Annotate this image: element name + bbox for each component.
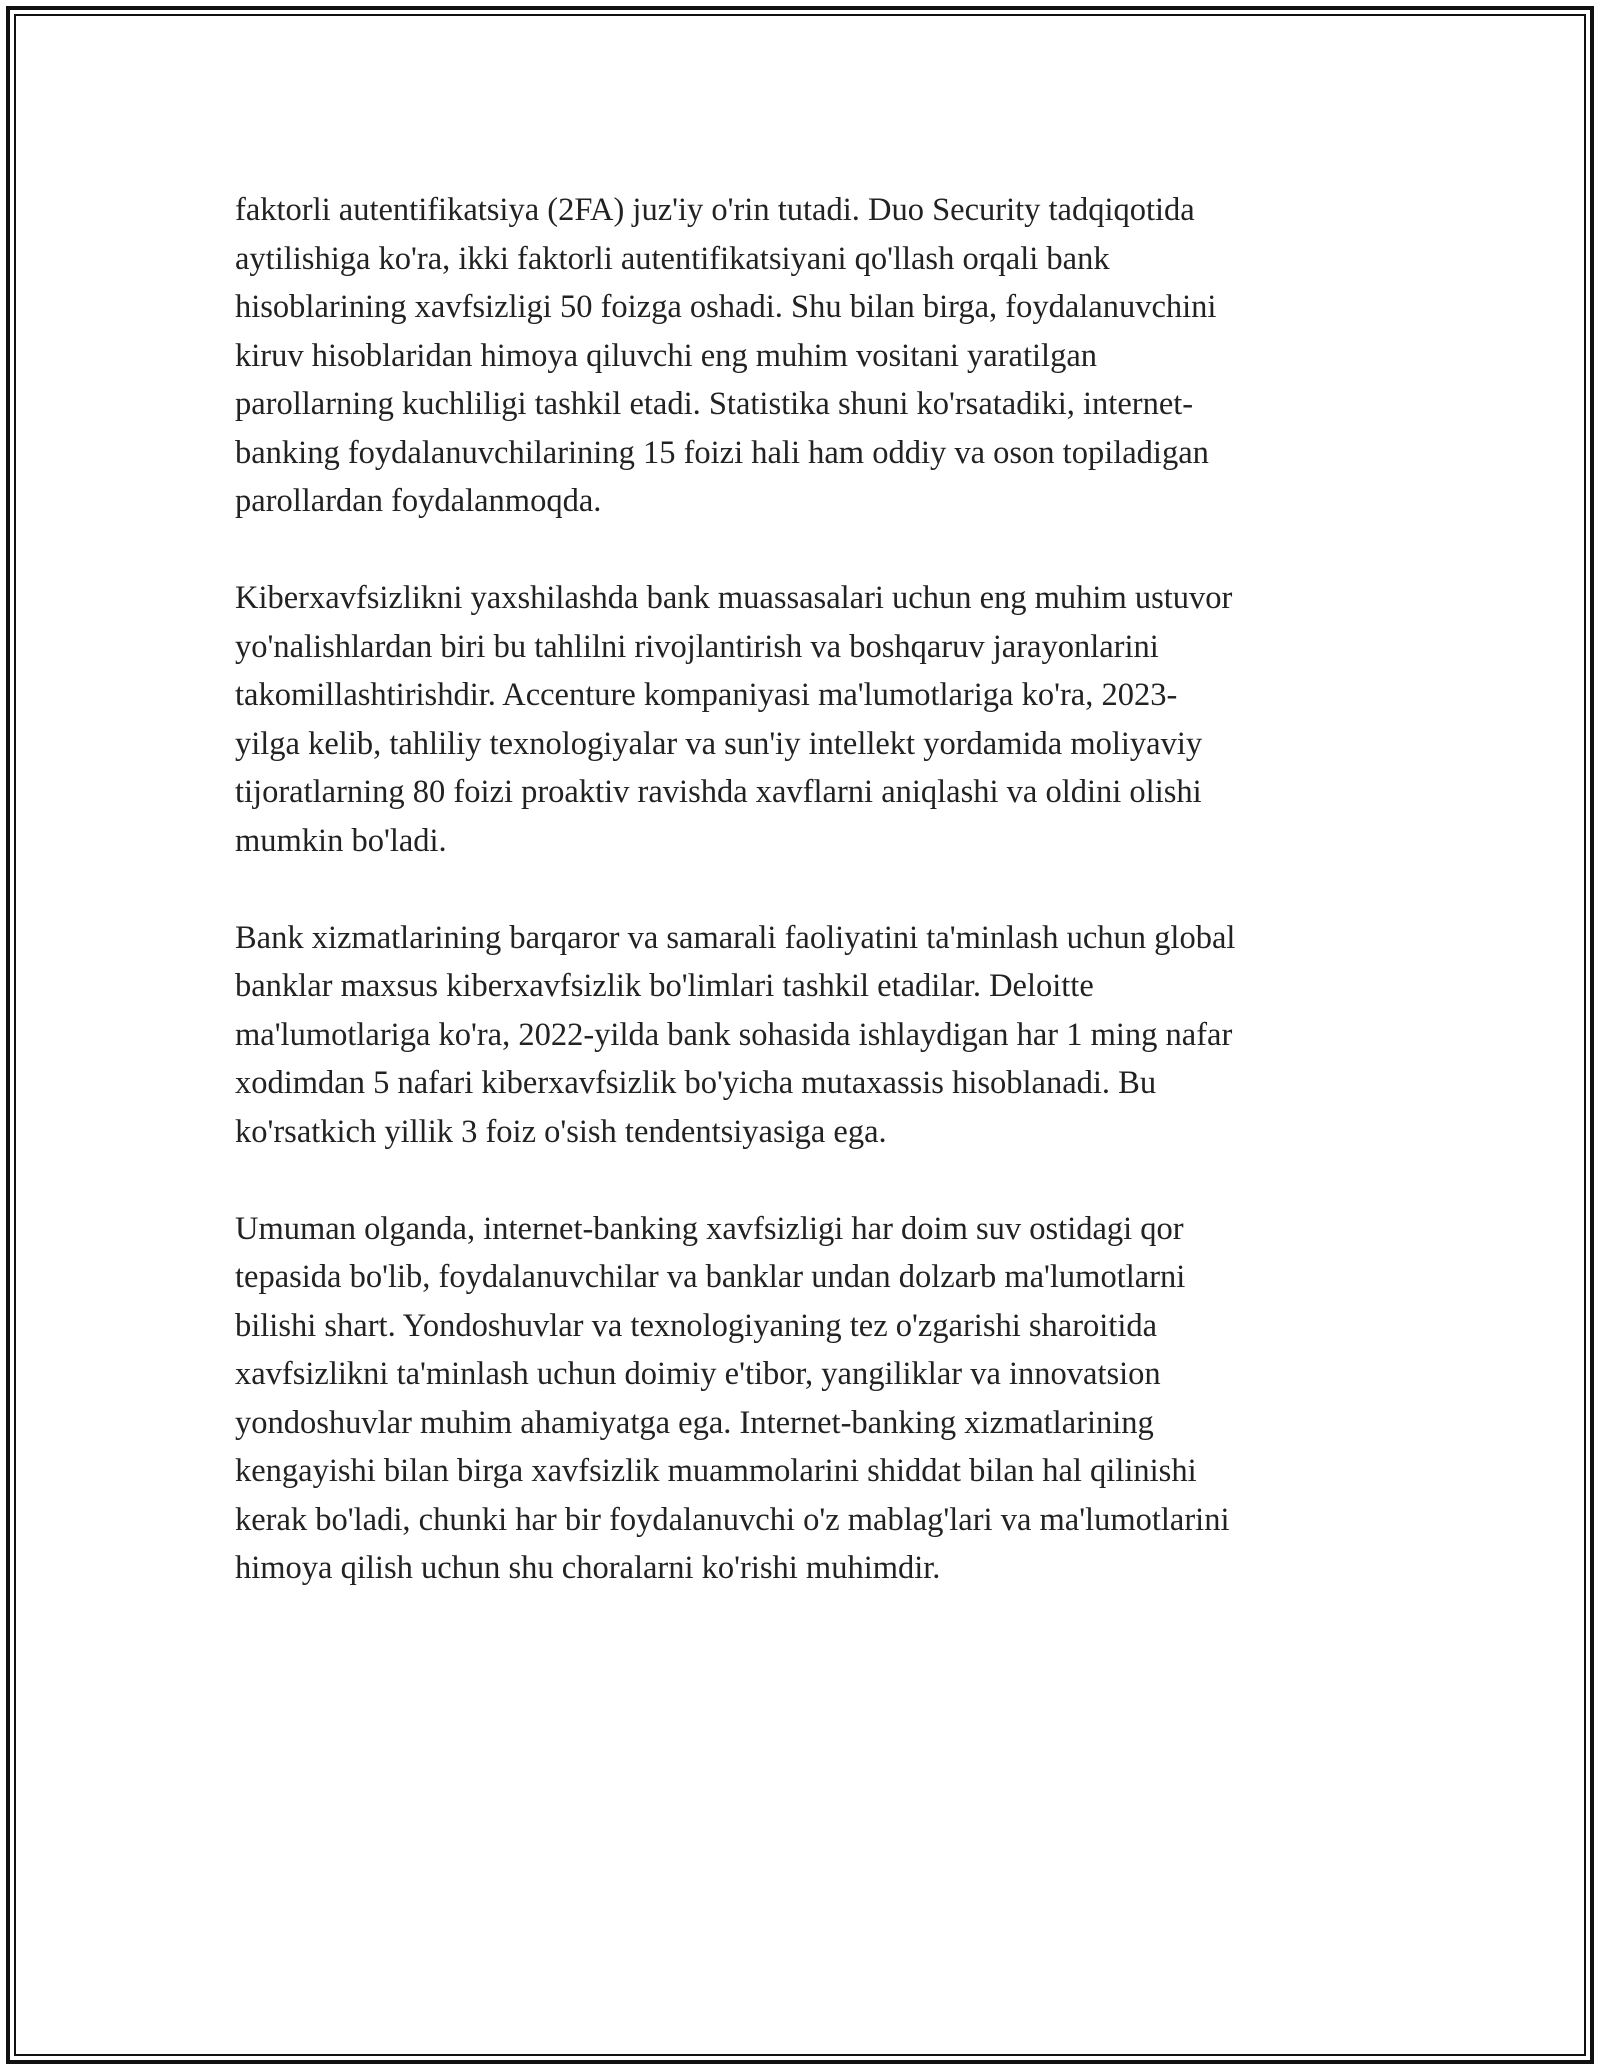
- document-body: [235, 186, 1375, 1641]
- paragraph-analytics-priority: Kiberxavfsizlikni yaxshilashda bank muassasalari uchun eng muhim ustuvor yo'nalishlardan biri bu tahlilni rivojlantirish va boshqaruv jarayonlarini takomillashtirishdir. Accenture kompaniyasi ma'lumotlariga ko'ra, 2023- yilga kelib, tahliliy texnologiyalar va sun'iy intellekt yordamida moliyaviy tijoratlarning 80 foizi proaktiv ravishda xavflarni aniqlashi va oldini olishi mumkin bo'ladi.: [235, 580, 1233, 859]
- paragraph-conclusion: Umuman olganda, internet-banking xavfsizligi har doim suv ostidagi qor tepasida bo'lib, foydalanuvchilar va banklar undan dolzarb ma'lumotlarni bilishi shart. Yondoshuvlar va texnologiyaning tez o'zgarishi sharoitida xavfsizlikni ta'minlash uchun doimiy e'tibor, yangiliklar va innovatsion yondoshuvlar muhim ahamiyatga ega. Internet-banking xizmatlarining kengayishi bilan birga xavfsizlik muammolarini shiddat bilan hal qilinishi kerak bo'ladi, chunki har bir foydalanuvchi o'z mablag'lari va ma'lumotlarini himoya qilish uchun shu choralarni ko'rishi muhimdir.: [235, 1210, 1230, 1586]
- paragraph-2fa-passwords: faktorli autentifikatsiya (2FA) juz'iy o'rin tutadi. Duo Security tadqiqotida aytilishiga ko'ra, ikki faktorli autentifikatsiyani qo'llash orqali bank hisoblarining xavfsizligi 50 foizga oshadi. Shu bilan birga, foydalanuvchini kiruv hisoblaridan himoya qiluvchi eng muhim vositani yaratilgan parollarning kuchliligi tashkil etadi. Statistika shuni ko'rsatadiki, internet- banking foydalanuvchilarining 15 foizi hali ham oddiy va oson topiladigan parollardan foydalanmoqda.: [235, 192, 1217, 519]
- paragraph-cybersecurity-departments: Bank xizmatlarining barqaror va samarali faoliyatini ta'minlash uchun global banklar maxsus kiberxavfsizlik bo'limlari tashkil etadilar. Deloitte ma'lumotlariga ko'ra, 2022-yilda bank sohasida ishlaydigan har 1 ming nafar xodimdan 5 nafari kiberxavfsizlik bo'yicha mutaxassis hisoblanadi. Bu ko'rsatkich yillik 3 foiz o'sish tendentsiyasiga ega.: [235, 919, 1236, 1150]
